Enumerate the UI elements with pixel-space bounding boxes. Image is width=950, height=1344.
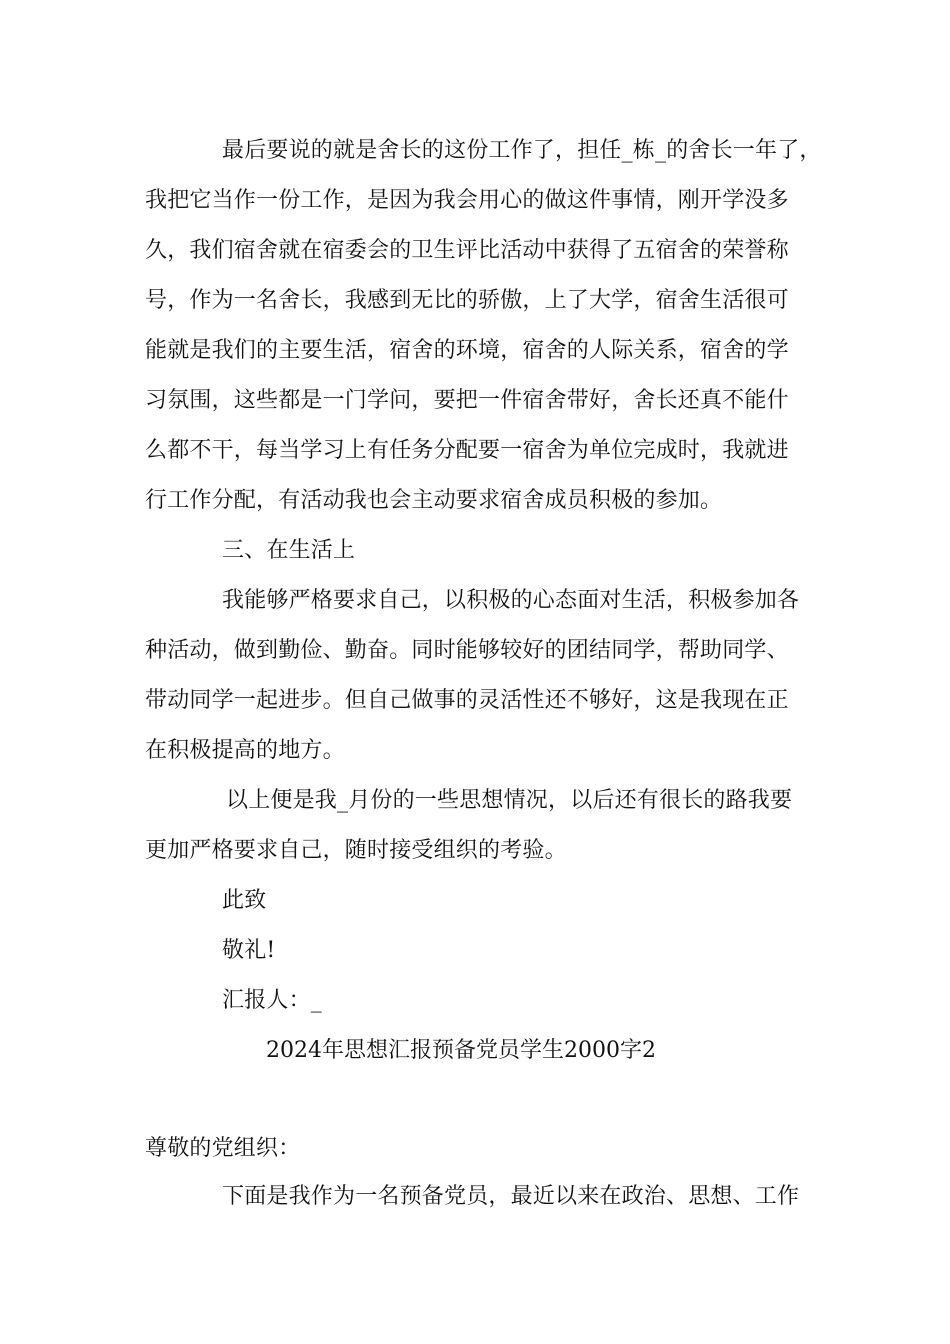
doc2-intro: 下面是我作为一名预备党员，最近以来在政治、思想、工作 [222,1184,800,1209]
paragraph-1-line-6: 习氛围，这些都是一门学问，要把一件宿舍带好，舍长还真不能什 [145,388,789,413]
paragraph-2-line-2: 种活动，做到勤俭、勤奋。同时能够较好的团结同学，帮助同学、 [145,638,789,663]
doc2-greeting: 尊敬的党组织： [145,1136,301,1161]
paragraph-2-line-1: 我能够严格要求自己，以积极的心态面对生活，积极参加各 [222,588,800,613]
paragraph-3-line-2: 更加严格要求自己，随时接受组织的考验。 [145,838,567,863]
paragraph-3-line-1: 以上便是我_月份的一些思想情况，以后还有很长的路我要 [226,788,793,813]
doc2-title: 2024年思想汇报预备党员学生2000字2 [266,1038,656,1063]
paragraph-2-line-4: 在积极提高的地方。 [145,738,345,763]
paragraph-2-line-3: 带动同学一起进步。但自己做事的灵活性还不够好，这是我现在正 [145,688,789,713]
paragraph-1-line-1: 最后要说的就是舍长的这份工作了，担任_栋_的舍长一年了， [222,138,822,163]
paragraph-1-line-3: 久，我们宿舍就在宿委会的卫生评比活动中获得了五宿舍的荣誉称 [145,238,789,263]
closing-reporter: 汇报人：_ [222,988,323,1013]
closing-salutation-2: 敬礼! [222,938,276,963]
section-heading: 三、在生活上 [222,538,356,563]
paragraph-1-line-7: 么都不干，每当学习上有任务分配要一宿舍为单位完成时，我就进 [145,438,789,463]
paragraph-1-line-8: 行工作分配，有活动我也会主动要求宿舍成员积极的参加。 [145,488,723,513]
paragraph-1-line-2: 我把它当作一份工作，是因为我会用心的做这件事情，刚开学没多 [145,188,789,213]
closing-salutation-1: 此致 [222,888,267,913]
paragraph-1-line-5: 能就是我们的主要生活，宿舍的环境，宿舍的人际关系，宿舍的学 [145,338,789,363]
paragraph-1-line-4: 号，作为一名舍长，我感到无比的骄傲，上了大学，宿舍生活很可 [145,288,789,313]
